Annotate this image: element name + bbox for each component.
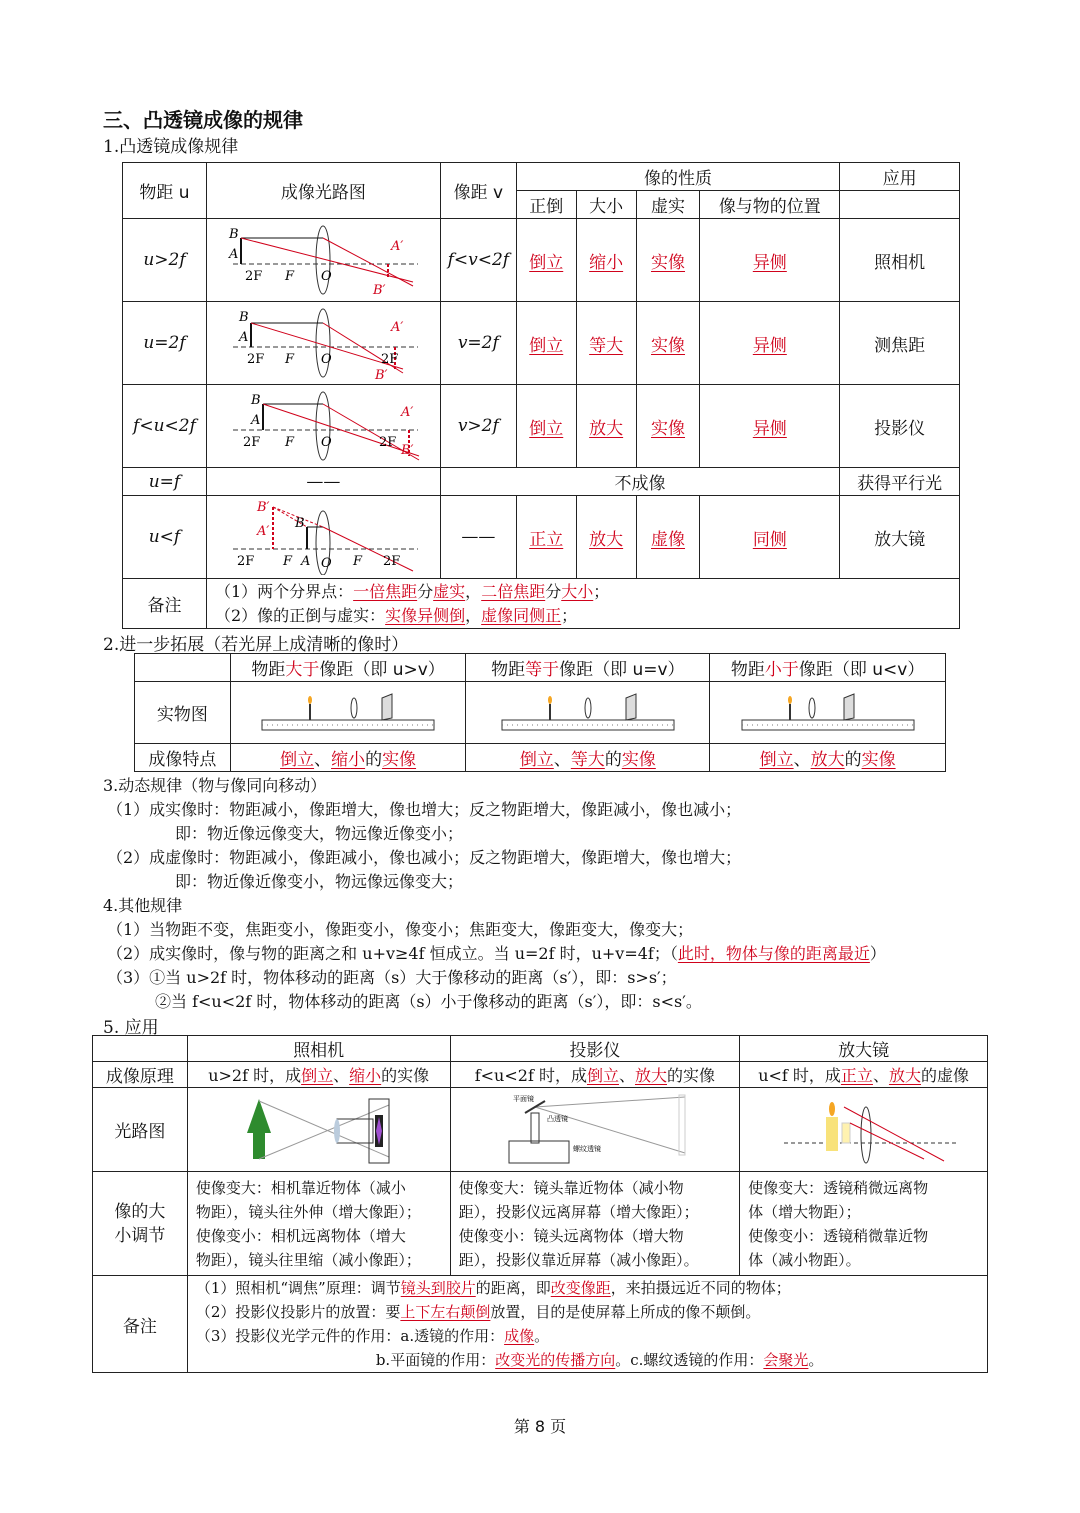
label: 螺纹透镜 xyxy=(572,1144,601,1153)
app-cell: 获得平行光 xyxy=(840,468,960,496)
col-header: 投影仪 xyxy=(450,1036,740,1062)
table-row xyxy=(123,496,960,579)
answer: 异侧 xyxy=(752,252,787,273)
label: 2F xyxy=(237,554,255,569)
u-cell: u=f xyxy=(123,468,207,496)
app-cell: 投影仪 xyxy=(840,385,960,468)
bench-image xyxy=(710,682,946,744)
label: A xyxy=(301,554,311,569)
label: 2F xyxy=(247,352,265,367)
label: O xyxy=(321,352,333,367)
s3-block xyxy=(103,773,983,893)
answer: 放大 xyxy=(589,529,624,550)
answer: 倒立 xyxy=(529,418,564,439)
hdr-u: 物距 u xyxy=(123,163,207,219)
s4-l4: ②当 f<u<2f 时，物体移动的距离（s）小于像移动的距离（s′），即：s<s′。 xyxy=(155,992,702,1011)
app-cell: 测焦距 xyxy=(840,302,960,385)
s3-l2: 即：物近像远像变大，物远像近像变小； xyxy=(175,824,464,843)
label: 2F xyxy=(245,269,263,284)
hdr-props: 像的性质 xyxy=(516,163,839,191)
label: F xyxy=(283,554,293,569)
row-label: 像的大小调节 xyxy=(93,1172,188,1276)
app-cell: 放大镜 xyxy=(840,496,960,579)
label: F xyxy=(285,435,295,450)
label: B′ xyxy=(257,500,270,515)
label: 凸透镜 xyxy=(546,1114,568,1123)
answer: 实像 xyxy=(651,418,686,439)
table-row xyxy=(123,579,960,629)
answer: 实像 xyxy=(651,252,686,273)
label: O xyxy=(321,435,333,450)
s4-title: 4.其他规律 xyxy=(103,896,183,915)
row-label: 实物图 xyxy=(135,682,231,744)
s3-l4: 即：物近像近像变小，物远像远像变大； xyxy=(175,872,464,891)
hdr-sub: 像与物的位置 xyxy=(700,191,840,219)
answer: 异侧 xyxy=(752,335,787,356)
u-cell: u>2f xyxy=(123,219,207,302)
hdr-sub: 大小 xyxy=(576,191,636,219)
notes-cell: （1）照相机“调焦”原理：调节镜头到胶片的距离，即改变像距，来拍摄远近不同的物体； （2）投影仪投影片的放置：要上下左右颠倒放置，目的是使屏幕上所成的像不颠倒。 （3）投影仪光学元件的作用：a.透镜的作用：成像。 b.平面镜的作用：改变光的传播方向。c.螺纹透镜的作用：会聚光。 xyxy=(187,1276,987,1373)
table-row xyxy=(123,385,960,468)
hdr-diagram: 成像光路图 xyxy=(206,163,440,219)
s3-title: 3.动态规律（物与像同向移动） xyxy=(103,776,327,795)
hdr-v: 像距 v xyxy=(440,163,516,219)
label: A′ xyxy=(401,405,414,420)
label: A xyxy=(239,330,249,345)
label: A′ xyxy=(391,239,404,254)
imaging-rules-table xyxy=(122,162,960,629)
label: F xyxy=(353,554,363,569)
row-label: 光路图 xyxy=(93,1088,188,1172)
answer: 倒立 xyxy=(529,335,564,356)
label: B′ xyxy=(373,283,386,296)
s2-title: 2.进一步拓展（若光屏上成清晰的像时） xyxy=(103,635,409,655)
section-heading: 三、凸透镜成像的规律 xyxy=(103,108,303,132)
projector-diagram xyxy=(450,1088,740,1172)
label: A′ xyxy=(257,524,270,539)
row-label: 备注 xyxy=(93,1276,188,1373)
v-cell: —— xyxy=(440,496,516,579)
u-cell: u<f xyxy=(123,496,207,579)
ray-diagram xyxy=(206,385,440,468)
label: B xyxy=(239,310,249,325)
label: O xyxy=(321,269,333,284)
s4-l3: （3）①当 u>2f 时，物体移动的距离（s）大于像移动的距离（s′），即：s>s′； xyxy=(107,968,677,987)
note-label: 备注 xyxy=(123,579,207,629)
label: 2F xyxy=(243,435,261,450)
magnifier-diagram xyxy=(740,1088,988,1172)
label: 2F xyxy=(383,554,401,569)
app-cell: 照相机 xyxy=(840,219,960,302)
camera-diagram xyxy=(187,1088,450,1172)
label: F xyxy=(285,269,295,284)
v-cell: v=2f xyxy=(440,302,516,385)
col-header: 放大镜 xyxy=(740,1036,988,1062)
label: O xyxy=(321,556,333,571)
s3-l3: （2）成虚像时：物距减小，像距减小，像也减小；反之物距增大，像距增大，像也增大； xyxy=(107,848,742,867)
u-cell: f<u<2f xyxy=(123,385,207,468)
s1-title: 1.凸透镜成像规律 xyxy=(103,137,239,157)
label: A xyxy=(229,247,239,262)
table-row xyxy=(123,468,960,496)
label: 平面镜 xyxy=(512,1094,534,1103)
s4-l1: （1）当物距不变，焦距变小，像距变小，像变小；焦距变大，像距变大，像变大； xyxy=(107,920,694,939)
row-label: 成像特点 xyxy=(135,744,231,772)
hdr-app: 应用 xyxy=(840,163,960,191)
v-cell: v>2f xyxy=(440,385,516,468)
table-row xyxy=(123,219,960,302)
label: B xyxy=(251,393,261,408)
label: 2F xyxy=(379,435,397,450)
answer: 放大 xyxy=(589,418,624,439)
row-label: 成像原理 xyxy=(93,1062,188,1088)
answer: 倒立 xyxy=(529,252,564,273)
label: B xyxy=(229,227,239,242)
answer: 正立 xyxy=(529,529,564,550)
label: A xyxy=(251,413,261,428)
label: F xyxy=(285,352,295,367)
s4-block xyxy=(103,893,983,1013)
application-table: 照相机 投影仪 放大镜 成像原理 u>2f 时，成倒立、缩小的实像 f<u<2f 时，成倒立、放大的实像 u<f 时，成正立、放大的虚像 光路图 平面镜 凸透镜 螺纹透镜 像的大小调节 使像变大：相机靠近物体（减小 物距），镜头往外伸（增大像距）； 使像变小：相机远离物体（增大 物距），镜头往里缩（减小像距）； 使像变大：镜头靠近物体（减小物 距），投影仪远离屏幕（增大像距）； 使像变小：镜头远离物体（增大物 距），投影仪靠近屏幕（减小像距）。 使像变大：透镜稍微远离物 体（增大物距）； 使像变小：透镜稍微靠近物 体（减小物距）。 备注 （1）照相机“调焦”原理：调节镜头到胶片的距离，即改变像距，来拍摄远近不同的物体； （2）投影仪投影片的放置：要上下左右颠倒放置，目的是使屏幕上所成的像不颠倒。 （3）投影仪光学元件的作用：a.透镜的作用：成像。 b.平面镜的作用：改变光的传播方向。c.螺纹透镜的作用：会聚光。 xyxy=(92,1035,988,1373)
s5-title: 5. 应用 xyxy=(103,1018,159,1038)
answer: 同侧 xyxy=(752,529,787,550)
label: A′ xyxy=(391,320,404,335)
bench-image xyxy=(466,682,710,744)
s3-l1: （1）成实像时：物距减小，像距增大，像也增大；反之物距增大，像距减小，像也减小； xyxy=(107,800,742,819)
note-cell: （1）两个分界点：一倍焦距分虚实，二倍焦距分大小； （2）像的正倒与虚实：实像异侧倒，虚像同侧正； xyxy=(206,579,959,629)
extension-table: 物距大于像距（即 u>v） 物距等于像距（即 u=v） 物距小于像距（即 u<v） 实物图 成像特点 倒立、缩小的实像 倒立、等大的实像 倒立、放大的实像 xyxy=(134,653,946,772)
answer: 等大 xyxy=(589,335,624,356)
bench-image xyxy=(230,682,466,744)
answer: 实像 xyxy=(651,335,686,356)
no-image: 不成像 xyxy=(440,468,839,496)
v-cell: f<v<2f xyxy=(440,219,516,302)
label: B′ xyxy=(401,443,414,458)
s4-l2: （2）成实像时，像与物的距离之和 u+v≥4f 恒成立。当 u=2f 时，u+v=4f；（此时，物体与像的距离最近） xyxy=(107,944,886,963)
col-header: 照相机 xyxy=(187,1036,450,1062)
answer: 异侧 xyxy=(752,418,787,439)
hdr-sub: 虚实 xyxy=(636,191,700,219)
label: B′ xyxy=(375,368,388,379)
ray-diagram xyxy=(206,302,440,385)
page-number: 第 8 页 xyxy=(513,1417,567,1436)
diagram-cell: —— xyxy=(206,468,440,496)
ray-diagram xyxy=(206,219,440,302)
answer: 虚像 xyxy=(651,529,686,550)
u-cell: u=2f xyxy=(123,302,207,385)
answer: 缩小 xyxy=(589,252,624,273)
label: B xyxy=(295,516,305,531)
ray-diagram xyxy=(206,496,440,579)
label: 2F xyxy=(381,352,399,367)
table-row xyxy=(123,302,960,385)
hdr-sub: 正倒 xyxy=(516,191,576,219)
